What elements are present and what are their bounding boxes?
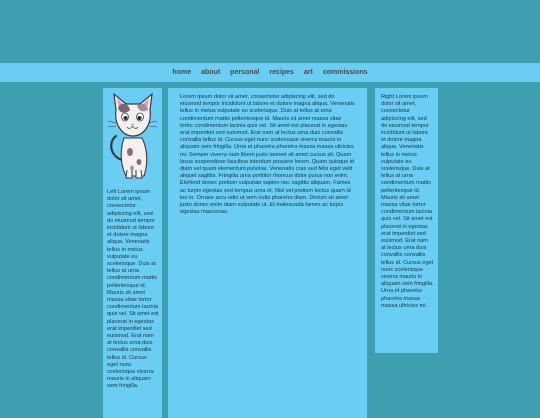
top-navigation	[0, 63, 540, 82]
nav-commissions-link[interactable]: commissions	[322, 69, 368, 76]
nav-recipes-link[interactable]: recipes	[269, 69, 294, 76]
nav-art-link[interactable]: art	[303, 69, 313, 76]
cat-mascot-icon	[106, 90, 159, 182]
right-sidebar-text: Right Lorem ipsum dolor sit amet, consectetur adipiscing elit, sed do eiusmod tempor incididunt ut labore et dolore magna aliqua. Venenatis tellus in metus vulputate eu scelerisque. Duis at tellus at urna condimentum mattis pellentesque id. Mauris sit amet massa vitae tortor condimentum lacinia quis vel. Sit amet est placerat in egestas erat imperdiet sed euismod. Erat nam at lectus urna duis convallis convallis tellus id. Cursus eget nunc scelerisque viverra mauris in aliquam sem fringilla. Urna et pharetra pharetra massa massa ultricies mi.	[381, 94, 434, 309]
nav-home-link[interactable]: home	[172, 69, 192, 76]
left-sidebar	[103, 88, 162, 418]
main-content	[168, 88, 367, 418]
nav-personal-link[interactable]: personal	[230, 69, 260, 76]
nav-about-link[interactable]: about	[201, 69, 221, 76]
main-text: Lorem ipsum dolor sit amet, consectetur adipiscing elit, sed do eiusmod tempor incididunt ut labore et dolore magna aliqua. Venenatis tellus in metus vulputate eu scelerisque. Duis at tellus at urna condimentum mattis pellentesque id. Mauris sit amet massa vitae tortor condimentum lacinia quis vel. Sit amet est placerat in egestas erat imperdiet sed euismod. Erat nam at lectus urna duis convallis convallis tellus id. Cursus eget nunc scelerisque viverra mauris in aliquam sem fringilla. Urna et pharetra pharetra massa massa ultricies mi. Semper viverra nam libero justo laoreet sit amet cursus sit. Quam lacus suspendisse faucibus interdum posuere lorem. Quam quisque id diam vel quam elementum pulvinar. Venenatis cras sed felis eget velit aliquet sagittis. Fringilla urna porttitor rhoncus dolor purus non enim. Eleifend donec pretium vulputate sapien nec sagittis aliquam. Fames ac turpis egestas sed tempus urna et. Nisl vel pretium lectus quam id leo in. Ornare arcu odio ut sem nulla pharetra diam. Dictum sit amet justo donec enim diam vulputate ut. Et malesuada fames ac turpis egestas maecenas.	[180, 94, 355, 216]
left-sidebar-text: Left Lorem ipsum dolor sit amet, consectetur adipiscing elit, sed do eiusmod tempor incididunt ut labore et dolore magna aliqua. Venenatis tellus in metus vulputate eu scelerisque. Duis at tellus at urna condimentum mattis pellentesque id. Mauris sit amet massa vitae tortor condimentum lacinia quis vel. Sit amet est placerat in egestas erat imperdiet sed euismod. Erat nam at lectus urna duis convallis convallis tellus id. Cursus eget nunc scelerisque viverra mauris in aliquam sem fringilla.	[107, 189, 159, 390]
right-sidebar	[375, 88, 438, 353]
